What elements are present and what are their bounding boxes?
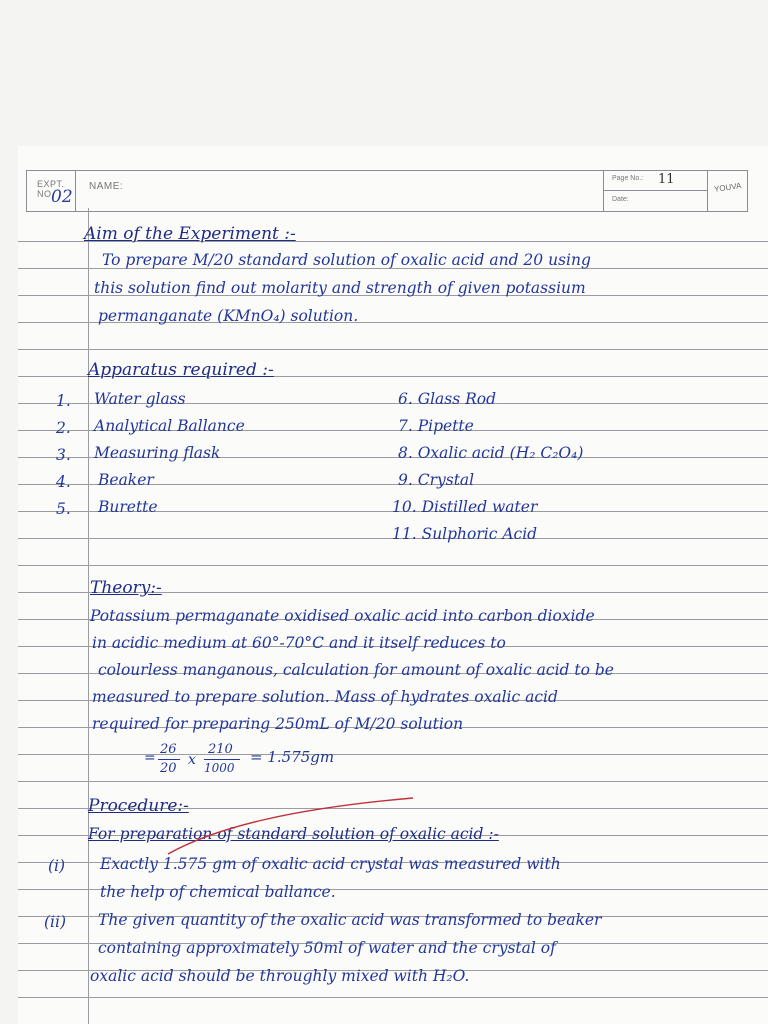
aim-line: this solution find out molarity and strength of given potassium — [94, 279, 586, 297]
theory-line: measured to prepare solution. Mass of hydrates oxalic acid — [92, 688, 558, 706]
step-line: The given quantity of the oxalic acid was transformed to beaker — [98, 911, 602, 929]
step-line: containing approximately 50ml of water and the crystal of — [98, 939, 556, 957]
fraction-2-denominator: 1000 — [204, 761, 235, 775]
apparatus-item: Water glass — [94, 390, 186, 408]
apparatus-num: 2. — [56, 419, 71, 437]
procedure-subheading: For preparation of standard solution of oxalic acid :- — [88, 825, 499, 843]
theory-heading: Theory:- — [90, 578, 162, 598]
fraction-2-numerator: 210 — [208, 742, 233, 757]
apparatus-heading: Apparatus required :- — [88, 360, 274, 380]
apparatus-item: 7. Pipette — [398, 417, 474, 435]
theory-line: in acidic medium at 60°-70°C and it itself reduces to — [92, 634, 506, 652]
expt-label: EXPT. NO. — [37, 179, 65, 199]
notebook-page — [18, 146, 768, 1024]
page-no-value: 11 — [658, 172, 675, 187]
apparatus-item: 8. Oxalic acid (H₂ C₂O₄) — [398, 444, 584, 462]
apparatus-item: 11. Sulphoric Acid — [392, 525, 538, 543]
formula-result: = 1.575gm — [250, 748, 335, 766]
apparatus-item: Beaker — [98, 471, 154, 489]
page-no-label: Page No.: — [612, 175, 644, 182]
red-pen-stroke — [158, 796, 418, 856]
brand-text: YOUVA — [713, 181, 742, 194]
apparatus-num: 5. — [56, 500, 71, 518]
step-line: Exactly 1.575 gm of oxalic acid crystal was measured with — [100, 855, 561, 873]
apparatus-num: 1. — [56, 392, 71, 410]
step-line: the help of chemical ballance. — [100, 883, 336, 901]
procedure-heading: Procedure:- — [88, 796, 189, 816]
apparatus-item: 6. Glass Rod — [398, 390, 497, 408]
name-label: NAME: — [89, 181, 124, 192]
step-number: (i) — [48, 857, 66, 875]
theory-line: Potassium permaganate oxidised oxalic acid into carbon dioxide — [90, 607, 595, 625]
apparatus-item: Measuring flask — [94, 444, 221, 462]
apparatus-item: 9. Crystal — [398, 471, 475, 489]
fraction-1-denominator: 20 — [160, 761, 177, 776]
page-header — [26, 170, 748, 212]
aim-line: To prepare M/20 standard solution of oxalic acid and 20 using — [102, 251, 591, 269]
fraction-1-numerator: 26 — [160, 742, 177, 757]
date-label: Date: — [612, 196, 629, 203]
aim-heading: Aim of the Experiment :- — [84, 224, 296, 244]
step-number: (ii) — [44, 913, 67, 931]
formula-equals: = — [144, 750, 156, 766]
expt-number: 02 — [51, 187, 73, 207]
theory-line: colourless manganous, calculation for amount of oxalic acid to be — [98, 661, 614, 679]
apparatus-num: 4. — [56, 473, 71, 491]
apparatus-item: Burette — [98, 498, 158, 516]
apparatus-num: 3. — [56, 446, 71, 464]
formula-times: x — [188, 752, 196, 768]
apparatus-item: 10. Distilled water — [392, 498, 538, 516]
apparatus-item: Analytical Ballance — [94, 417, 245, 435]
experiment-number-box — [27, 171, 76, 211]
aim-line: permanganate (KMnO₄) solution. — [98, 307, 359, 325]
theory-line: required for preparing 250mL of M/20 solution — [92, 715, 464, 733]
page-date-box — [603, 171, 708, 211]
step-line: oxalic acid should be throughly mixed with H₂O. — [90, 967, 470, 985]
brand-logo — [707, 171, 748, 211]
